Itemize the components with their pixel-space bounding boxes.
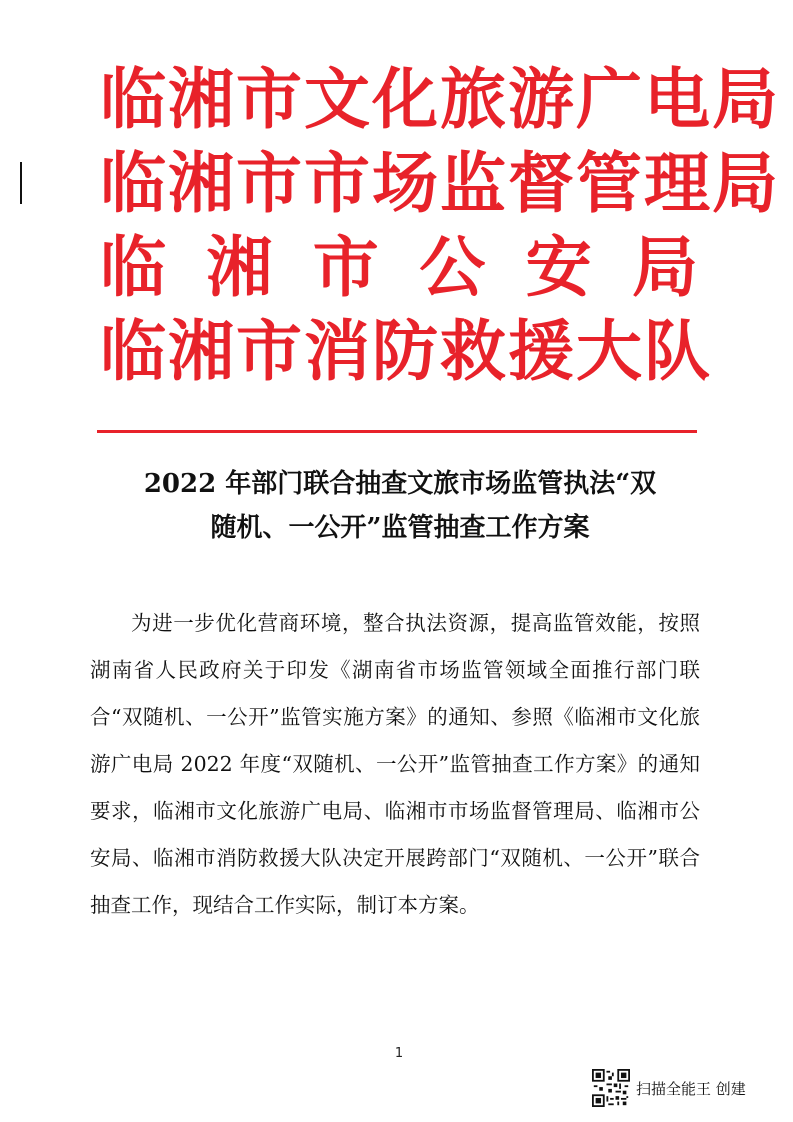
body-paragraph: 为进一步优化营商环境，整合执法资源，提高监管效能，按照湖南省人民政府关于印发《湖南省市场监管领域全面推行部门联合“双随机、一公开”监管实施方案》的通知、参照《临湘市文化旅游广电局 2022 年度“双随机、一公开”监管抽查工作方案》的通知要求，临湘市文化旅游广电局、临湘市市场监督管理局、临湘市公安局、临湘市消防救援大队决定开展跨部门“双随机、一公开”联合抽查工作，现结合工作实际，制订本方案。 [90, 611, 700, 917]
red-divider [97, 430, 697, 433]
scanner-watermark [592, 1068, 746, 1108]
issuer-line: 临湘市消防救援大队 [100, 313, 712, 390]
document-title [90, 462, 710, 550]
watermark-text: 扫描全能王 创建 [636, 1079, 746, 1098]
issuer-line: 临湘市文化旅游广电局 [100, 61, 780, 138]
title-line-1: 2022 年部门联合抽查文旅市场监管执法“双 [143, 469, 657, 499]
issuer-header [100, 58, 780, 394]
title-line-2: 随机、一公开”监管抽查工作方案 [210, 513, 590, 543]
issuer-line: 临湘市市场监督管理局 [100, 145, 780, 222]
scan-mark [20, 162, 22, 204]
qr-code-icon [592, 1069, 630, 1107]
issuer-line: 临湘市公安局 [100, 229, 700, 306]
page-number: 1 [394, 1046, 404, 1061]
